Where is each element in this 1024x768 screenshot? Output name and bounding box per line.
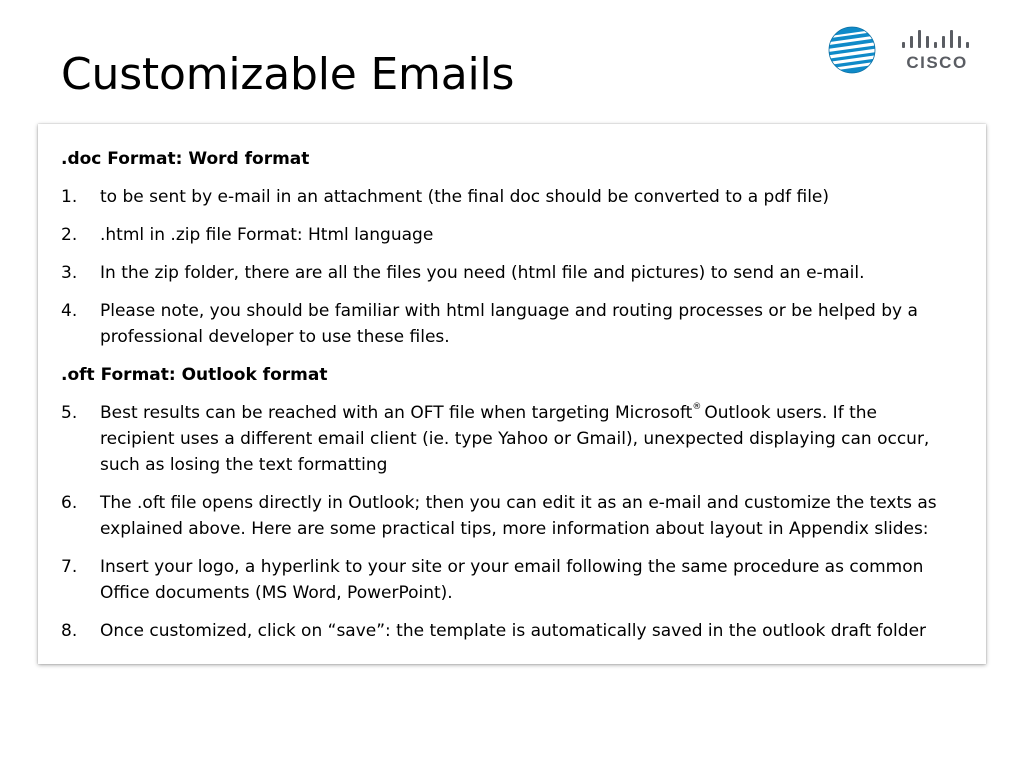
cisco-wordmark: CISCO — [906, 53, 968, 72]
list-item — [61, 298, 946, 350]
list-item — [61, 260, 946, 286]
list-item-number: 1. — [61, 187, 78, 207]
list-item-text-part: Best results can be reached with an OFT file when targeting Microsoft — [100, 403, 693, 423]
list-item-number: 3. — [61, 263, 78, 283]
section-heading-doc-format: .doc Format: Word format — [61, 149, 310, 169]
list-item-text — [100, 400, 946, 478]
list-item — [61, 554, 946, 606]
list-item-number: 8. — [61, 621, 78, 641]
list-item — [61, 400, 946, 478]
att-logo-icon — [826, 24, 878, 76]
list-item — [61, 222, 946, 248]
list-item-number: 6. — [61, 493, 78, 513]
cisco-logo — [899, 26, 979, 72]
list-item-number: 4. — [61, 301, 78, 321]
list-item-text: to be sent by e-mail in an attachment (the final doc should be converted to a pdf file) — [100, 187, 830, 207]
cisco-bars-icon — [902, 30, 969, 48]
list-item-number: 2. — [61, 225, 78, 245]
list-item-text: The .oft file opens directly in Outlook; then you can edit it as an e-mail and customize the texts as explained above. Here are some practical tips, more information about layout in Appendix slides: — [100, 493, 937, 539]
list-item-text: .html in .zip file Format: Html language — [100, 225, 434, 245]
list-item-text: Once customized, click on “save”: the template is automatically saved in the outlook draft folder — [100, 621, 927, 641]
list-item-text: Insert your logo, a hyperlink to your site or your email following the same procedure as common Office documents (MS Word, PowerPoint). — [100, 557, 924, 603]
list-item-number: 5. — [61, 403, 78, 423]
list-item-text: Please note, you should be familiar with html language and routing processes or be helped by a professional developer to use these files. — [100, 301, 918, 347]
section-heading-oft-format: .oft Format: Outlook format — [61, 365, 328, 385]
content-box — [38, 124, 986, 664]
registered-mark: ® — [692, 402, 702, 413]
list-item — [61, 618, 946, 644]
list-item — [61, 490, 946, 542]
slide-title: Customizable Emails — [61, 49, 515, 100]
list-item — [61, 184, 946, 210]
list-item-number: 7. — [61, 557, 78, 577]
list-item-text-part: Outlook users. If the recipient uses a different email client (ie. type Yahoo or Gmail), unexpected displaying can occur, such as losing the text formatting — [100, 403, 930, 475]
list-item-text: In the zip folder, there are all the files you need (html file and pictures) to send an e-mail. — [100, 263, 865, 283]
